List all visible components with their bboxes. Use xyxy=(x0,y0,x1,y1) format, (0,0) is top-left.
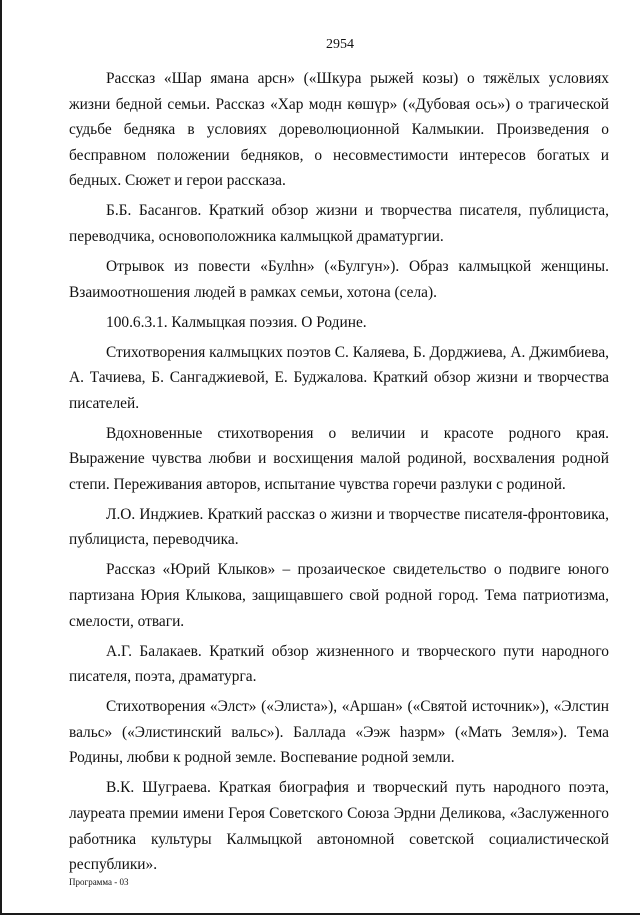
paragraph-9: А.Г. Балакаев. Краткий обзор жизненного и творческого пути народного писателя, поэта, драматурга. xyxy=(69,642,609,686)
paragraph-5: Стихотворения калмыцких поэтов С. Каляева, Б. Дорджиева, А. Джимбиева, А. Тачиева, Б. Сангаджиевой, Е. Буджалова. Краткий обзор жизни и творчества писателей. xyxy=(69,343,609,412)
paragraph-7: Л.О. Инджиев. Краткий рассказ о жизни и творчестве писателя-фронтовика, публициста, переводчика. xyxy=(69,505,609,549)
paragraph-1: Рассказ «Шар ямана арсн» («Шкура рыжей козы) о тяжёлых условиях жизни бедной семьи. Рассказ «Хар модн көшүр» («Дубовая ось») о трагической судьбе бедняка в условиях дореволюционной Калмыкии. Произведения о бесправном положении бедняков, о несовместимости интересов богатых и бедных. Сюжет и герои рассказа. xyxy=(69,70,609,190)
page-footer: Программа - 03 xyxy=(69,877,129,887)
document-body xyxy=(69,66,609,882)
paragraph-2: Б.Б. Басангов. Краткий обзор жизни и творчества писателя, публициста, переводчика, основоположника калмыцкой драматургии. xyxy=(69,202,609,245)
paragraph-10: Стихотворения «Элст» («Элиста»), «Аршан» («Святой источник»), «Элстин вальс» («Элистинский вальс»). Баллада «Ээж һазрм» («Мать Земля»). Тема Родины, любви к родной земле. Воспевание родной земли. xyxy=(69,698,609,767)
section-heading: 100.6.3.1. Калмыцкая поэзия. О Родине. xyxy=(106,313,367,331)
paragraph-3: Отрывок из повести «Булһн» («Булгун»). Образ калмыцкой женщины. Взаимоотношения людей в рамках семьи, хотона (села). xyxy=(69,257,609,301)
paragraph-11: В.К. Шуграева. Краткая биография и творческий путь народного поэта, лауреата премии имени Героя Советского Союза Эрдни Деликова, «Заслуженного работника культуры Калмыцкой автономной советской социалистической республики». xyxy=(69,779,609,874)
paragraph-6: Вдохновенные стихотворения о величии и красоте родного края. Выражение чувства любви и восхищения малой родиной, восхваления родной степи. Переживания авторов, испытание чувства горечи разлуки с родиной. xyxy=(69,424,609,493)
paragraph-8: Рассказ «Юрий Клыков» – прозаическое свидетельство о подвиге юного партизана Юрия Клыкова, защищавшего свой родной город. Тема патриотизма, смелости, отваги. xyxy=(69,561,609,630)
page-edge-left xyxy=(0,0,2,915)
page-number: 2954 xyxy=(326,37,354,52)
